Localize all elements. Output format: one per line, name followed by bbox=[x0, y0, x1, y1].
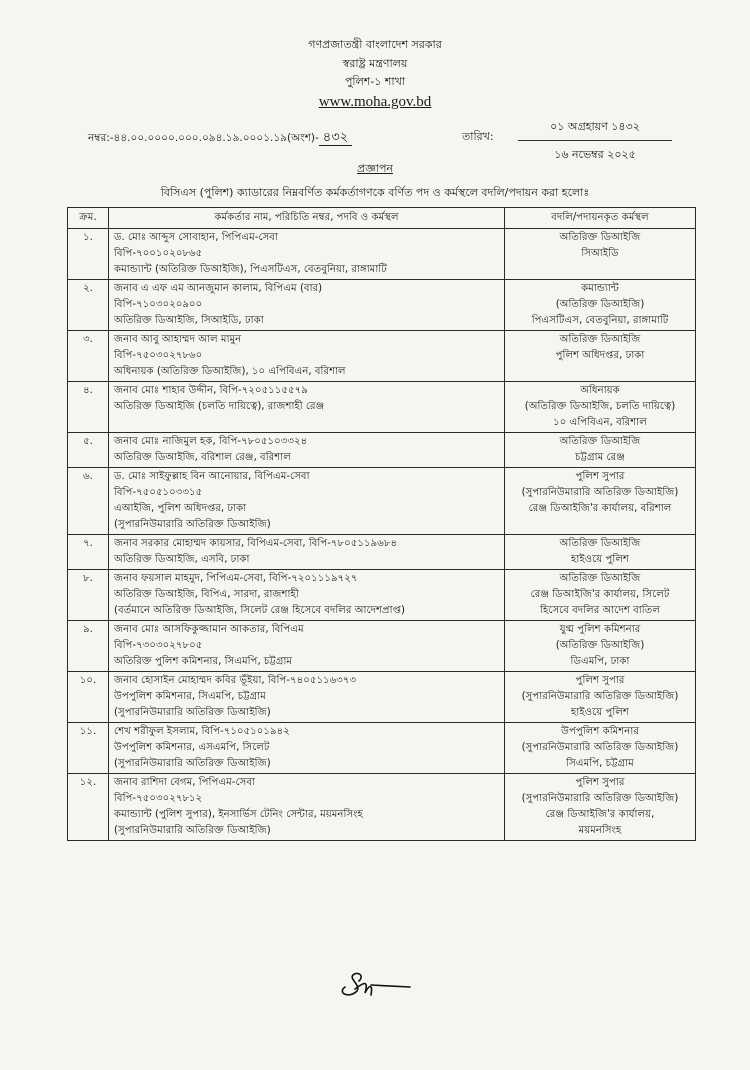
posting-line: ১০ এপিবিএন, বরিশাল bbox=[553, 417, 647, 428]
officer-line: ড. মোঃ আব্দুস সোবাহান, পিপিএম-সেবা bbox=[114, 232, 278, 243]
officer-line: উপপুলিশ কমিশনার, এসএমপি, সিলেট bbox=[114, 742, 270, 753]
serial-cell: ৭. bbox=[68, 535, 109, 570]
table-header-row bbox=[68, 208, 696, 229]
officer-line: ড. মোঃ সাইফুল্লাহ বিন আনোয়ার, বিপিএম-সেবা bbox=[114, 471, 310, 482]
date-label: তারিখ: bbox=[462, 130, 494, 143]
posting-line: যুগ্ম পুলিশ কমিশনার bbox=[559, 624, 641, 635]
officer-line: অতিরিক্ত ডিআইজি, এসবি, ঢাকা bbox=[114, 554, 250, 565]
officer-line: কমান্ড্যান্ট (অতিরিক্ত ডিআইজি), পিএসটিএস, বেতবুনিয়া, রাঙ্গামাটি bbox=[114, 264, 387, 275]
table-row bbox=[68, 331, 696, 382]
header-officer: কর্মকর্তার নাম, পরিচিতি নম্বর, পদবি ও কর্মস্থল bbox=[109, 208, 505, 229]
officer-line: বিপি-৭৫০৩০২৭৮৬০ bbox=[114, 350, 203, 361]
officer-line: (সুপারনিউমারারি অতিরিক্ত ডিআইজি) bbox=[114, 758, 271, 769]
officer-cell bbox=[109, 468, 505, 535]
table-row bbox=[68, 468, 696, 535]
posting-cell bbox=[505, 433, 696, 468]
posting-line: (অতিরিক্ত ডিআইজি) bbox=[555, 299, 645, 310]
officer-cell bbox=[109, 723, 505, 774]
posting-line: অতিরিক্ত ডিআইজি bbox=[559, 436, 641, 447]
date-bangla: ০১ অগ্রহায়ণ ১৪৩২ bbox=[518, 118, 672, 141]
posting-line: সিএমপি, চট্টগ্রাম bbox=[566, 758, 634, 769]
date-block bbox=[518, 118, 672, 165]
posting-cell bbox=[505, 280, 696, 331]
officer-line: জনাব মোঃ নাজিমুল হক, বিপি-৭৮০৫১০৩৩২৪ bbox=[114, 436, 308, 447]
officer-line: জনাব হোসাইন মোহাম্মদ কবির ভূঁইয়া, বিপি-৭৪০৫১১৬৩৭৩ bbox=[114, 675, 357, 686]
memo-number-handwritten: ৪৩২ bbox=[319, 130, 352, 146]
posting-cell bbox=[505, 331, 696, 382]
officer-line: বিপি-৭৫০৩০২৭৮১২ bbox=[114, 793, 203, 804]
table-row bbox=[68, 382, 696, 433]
signature-icon bbox=[335, 965, 415, 1009]
header-serial: ক্রম. bbox=[68, 208, 109, 229]
posting-line: রেঞ্জ ডিআইজি'র কার্যালয়, সিলেট bbox=[530, 589, 670, 600]
officer-line: জনাব মোঃ আসফিকুজ্জামান আকতার, বিপিএম bbox=[114, 624, 304, 635]
posting-line: (সুপারনিউমারারি অতিরিক্ত ডিআইজি) bbox=[521, 691, 679, 702]
officer-line: (বর্তমানে অতিরিক্ত ডিআইজি, সিলেট রেঞ্জ হিসেবে বদলির আদেশপ্রাপ্ত) bbox=[114, 605, 405, 616]
serial-cell: ৩. bbox=[68, 331, 109, 382]
table-row bbox=[68, 774, 696, 841]
officer-line: জনাব এ এফ এম আনজুমান কালাম, বিপিএম (বার) bbox=[114, 283, 323, 294]
table-row bbox=[68, 280, 696, 331]
serial-cell: ১২. bbox=[68, 774, 109, 841]
officer-line: অধিনায়ক (অতিরিক্ত ডিআইজি), ১০ এপিবিএন, বরিশাল bbox=[114, 366, 346, 377]
serial-cell: ২. bbox=[68, 280, 109, 331]
posting-line: অতিরিক্ত ডিআইজি bbox=[559, 573, 641, 584]
officer-line: অতিরিক্ত ডিআইজি, বিপিএ, সারদা, রাজশাহী bbox=[114, 589, 299, 600]
officer-cell bbox=[109, 621, 505, 672]
serial-cell: ৬. bbox=[68, 468, 109, 535]
posting-cell bbox=[505, 723, 696, 774]
posting-line: পুলিশ সুপার bbox=[575, 777, 625, 788]
branch-name: পুলিশ-১ শাখা bbox=[344, 75, 406, 88]
officer-line: অতিরিক্ত পুলিশ কমিশনার, সিএমপি, চট্টগ্রাম bbox=[114, 656, 293, 667]
serial-cell: ১১. bbox=[68, 723, 109, 774]
letterhead bbox=[0, 36, 750, 112]
officer-line: এআইজি, পুলিশ অধিদপ্তর, ঢাকা bbox=[114, 503, 247, 514]
table-row bbox=[68, 535, 696, 570]
posting-line: অধিনায়ক bbox=[580, 385, 620, 396]
officer-line: জনাব রাশিদা বেগম, পিপিএম-সেবা bbox=[114, 777, 255, 788]
officer-cell bbox=[109, 280, 505, 331]
officer-line: শেখ শরীফুল ইসলাম, বিপি-৭১০৫১০১৯৪২ bbox=[114, 726, 290, 737]
officer-cell bbox=[109, 433, 505, 468]
posting-line: হাইওয়ে পুলিশ bbox=[571, 707, 629, 718]
officer-line: জনাব ফয়সাল মাহমুদ, পিপিএম-সেবা, বিপি-৭২০১১১৯৭২৭ bbox=[114, 573, 358, 584]
table-row bbox=[68, 229, 696, 280]
posting-line: পুলিশ অধিদপ্তর, ঢাকা bbox=[555, 350, 645, 361]
posting-cell bbox=[505, 382, 696, 433]
officer-cell bbox=[109, 382, 505, 433]
posting-line: অতিরিক্ত ডিআইজি bbox=[559, 334, 641, 345]
posting-line: (সুপারনিউমারারি অতিরিক্ত ডিআইজি) bbox=[521, 487, 679, 498]
serial-cell: ৪. bbox=[68, 382, 109, 433]
date-gregorian: ১৬ নভেম্বর ২০২৫ bbox=[554, 148, 636, 161]
officer-line: বিপি-৭৫০৫১০৩৩১৫ bbox=[114, 487, 203, 498]
posting-line: (অতিরিক্ত ডিআইজি) bbox=[555, 640, 645, 651]
posting-line: পিএসটিএস, বেতবুনিয়া, রাঙ্গামাটি bbox=[531, 315, 669, 326]
officer-cell bbox=[109, 229, 505, 280]
officer-line: উপপুলিশ কমিশনার, সিএমপি, চট্টগ্রাম bbox=[114, 691, 266, 702]
officer-line: কমান্ড্যান্ট (পুলিশ সুপার), ইনসার্ভিস টেনিং সেন্টার, ময়মনসিংহ bbox=[114, 809, 363, 820]
serial-cell: ৫. bbox=[68, 433, 109, 468]
posting-line: (অতিরিক্ত ডিআইজি, চলতি দায়িত্বে) bbox=[524, 401, 676, 412]
posting-line: কমান্ড্যান্ট bbox=[581, 283, 619, 294]
officer-line: জনাব আবু আহাম্মদ আল মামুন bbox=[114, 334, 242, 345]
officer-line: অতিরিক্ত ডিআইজি, সিআইডি, ঢাকা bbox=[114, 315, 264, 326]
posting-line: সিআইডি bbox=[581, 248, 619, 259]
memo-number bbox=[88, 128, 352, 149]
posting-cell bbox=[505, 774, 696, 841]
officer-line: বিপি-৭১০৩০২০৯০০ bbox=[114, 299, 203, 310]
posting-line: অতিরিক্ত ডিআইজি bbox=[559, 232, 641, 243]
officer-cell bbox=[109, 535, 505, 570]
table-row bbox=[68, 723, 696, 774]
ministry-name: স্বরাষ্ট্র মন্ত্রণালয় bbox=[342, 56, 408, 70]
posting-line: উপপুলিশ কমিশনার bbox=[561, 726, 639, 737]
officer-cell bbox=[109, 331, 505, 382]
officer-cell bbox=[109, 672, 505, 723]
serial-cell: ৯. bbox=[68, 621, 109, 672]
table-row bbox=[68, 570, 696, 621]
posting-line: (সুপারনিউমারারি অতিরিক্ত ডিআইজি) bbox=[521, 742, 679, 753]
officer-line: (সুপারনিউমারারি অতিরিক্ত ডিআইজি) bbox=[114, 825, 271, 836]
officer-line: (সুপারনিউমারারি অতিরিক্ত ডিআইজি) bbox=[114, 707, 271, 718]
posting-line: ডিএমপি, ঢাকা bbox=[570, 656, 630, 667]
table-row bbox=[68, 672, 696, 723]
posting-line: চট্টগ্রাম রেঞ্জ bbox=[575, 452, 625, 463]
intro-text: বিসিএস (পুলিশ) ক্যাডারের নিম্নবর্ণিত কর্মকর্তাগণকে বর্ণিত পদ ও কর্মস্থলে বদলি/পদায়ন করা হলোঃ bbox=[160, 186, 590, 199]
posting-cell bbox=[505, 621, 696, 672]
posting-line: পুলিশ সুপার bbox=[575, 471, 625, 482]
officer-line: (সুপারনিউমারারি অতিরিক্ত ডিআইজি) bbox=[114, 519, 271, 530]
officer-line: জনাব মোঃ শাহাব উদ্দীন, বিপি-৭২০৫১১৫৫৭৯ bbox=[114, 385, 308, 396]
notification-title: প্রজ্ঞাপন bbox=[357, 162, 393, 175]
transfer-table bbox=[67, 207, 696, 841]
posting-line: পুলিশ সুপার bbox=[575, 675, 625, 686]
serial-cell: ১০. bbox=[68, 672, 109, 723]
posting-line: (সুপারনিউমারারি অতিরিক্ত ডিআইজি) bbox=[521, 793, 679, 804]
posting-line: রেঞ্জ ডিআইজি'র কার্যালয়, বরিশাল bbox=[528, 503, 672, 514]
website-link[interactable]: www.moha.gov.bd bbox=[318, 93, 432, 110]
officer-line: জনাব সরকার মোহাম্মদ কায়সার, বিপিএম-সেবা, বিপি-৭৮০৫১১৯৬৮৪ bbox=[114, 538, 398, 549]
serial-cell: ১. bbox=[68, 229, 109, 280]
posting-cell bbox=[505, 535, 696, 570]
table-row bbox=[68, 621, 696, 672]
officer-line: বিপি-৭৩০৩০২৭৮০৫ bbox=[114, 640, 203, 651]
government-name: গণপ্রজাতন্ত্রী বাংলাদেশ সরকার bbox=[308, 38, 442, 51]
posting-line: ময়মনসিংহ bbox=[578, 825, 622, 836]
posting-line: অতিরিক্ত ডিআইজি bbox=[559, 538, 641, 549]
officer-line: অতিরিক্ত ডিআইজি (চলতি দায়িত্বে), রাজশাহী রেঞ্জ bbox=[114, 401, 325, 412]
officer-line: বিপি-৭০০১০২০৮৬৫ bbox=[114, 248, 203, 259]
memo-number-prefix: নম্বর:-৪৪.০০.০০০০.০০০.০৯৪.১৯.০০০১.১৯(অংশ)- bbox=[88, 132, 319, 144]
posting-cell bbox=[505, 229, 696, 280]
posting-cell bbox=[505, 468, 696, 535]
posting-cell bbox=[505, 672, 696, 723]
officer-cell bbox=[109, 774, 505, 841]
officer-line: অতিরিক্ত ডিআইজি, বরিশাল রেঞ্জ, বরিশাল bbox=[114, 452, 291, 463]
posting-line: হাইওয়ে পুলিশ bbox=[571, 554, 629, 565]
posting-cell bbox=[505, 570, 696, 621]
table-row bbox=[68, 433, 696, 468]
serial-cell: ৮. bbox=[68, 570, 109, 621]
officer-cell bbox=[109, 570, 505, 621]
posting-line: রেঞ্জ ডিআইজি'র কার্যালয়, bbox=[545, 809, 655, 820]
posting-line: হিসেবে বদলির আদেশ বাতিল bbox=[540, 605, 660, 616]
header-posting: বদলি/পদায়নকৃত কর্মস্থল bbox=[505, 208, 696, 229]
